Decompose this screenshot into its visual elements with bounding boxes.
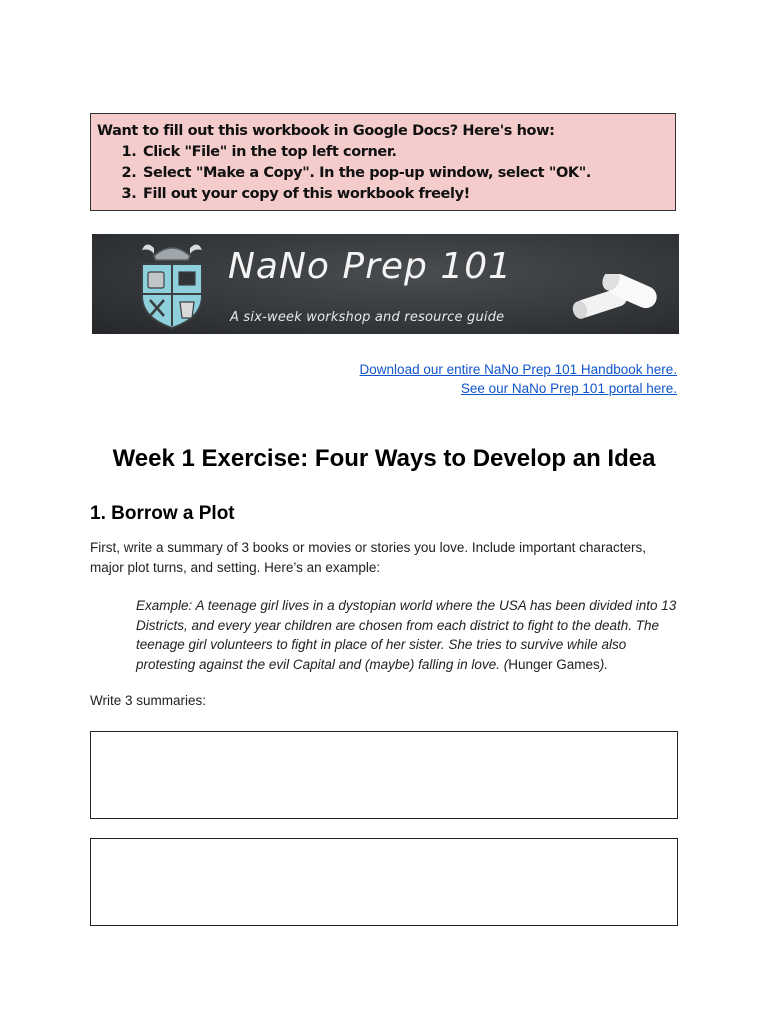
resource-links (360, 360, 677, 398)
example-end: ). (599, 656, 608, 672)
banner-subtitle: A six-week workshop and resource guide (230, 310, 505, 325)
instructions-list (97, 142, 669, 205)
crest-logo-icon (132, 238, 212, 330)
summary-input-box-1[interactable] (90, 731, 678, 819)
section-intro: First, write a summary of 3 books or movies or stories you love. Include important characters, major plot turns, and setting. Here’s an example: (90, 540, 646, 575)
portal-link[interactable]: See our NaNo Prep 101 portal here. (460, 381, 677, 396)
instruction-step: 3. Fill out your copy of this workbook freely! (141, 184, 669, 205)
instruction-step: 1. Click "File" in the top left corner. (141, 142, 669, 163)
instruction-step: 2. Select "Make a Copy". In the pop-up window, select "OK". (141, 163, 669, 184)
google-docs-instructions (90, 113, 676, 211)
instructions-heading: Want to fill out this workbook in Google Docs? Here's how: (97, 123, 555, 139)
example-paragraph (136, 596, 681, 674)
summary-input-box-2[interactable] (90, 838, 678, 926)
page-title: Week 1 Exercise: Four Ways to Develop an Idea (112, 445, 656, 472)
example-source: Hunger Games (508, 656, 600, 672)
nano-prep-banner (92, 234, 679, 334)
summaries-prompt: Write 3 summaries: (90, 693, 207, 708)
handbook-download-link[interactable]: Download our entire NaNo Prep 101 Handbook here. (359, 362, 677, 377)
example-text: Example: A teenage girl lives in a dystopian world where the USA has been divided into 13 Districts, and every year children are chosen from each district to fight to the death. The teenage girl volunteers to fight in place of her sister. She tries to survive while also protesting against the evil Capital and (maybe) falling in love. ( (136, 598, 677, 672)
section-heading: 1. Borrow a Plot (90, 503, 235, 524)
banner-title: NaNo Prep 101 (228, 246, 513, 287)
chalk-icon (568, 274, 668, 326)
